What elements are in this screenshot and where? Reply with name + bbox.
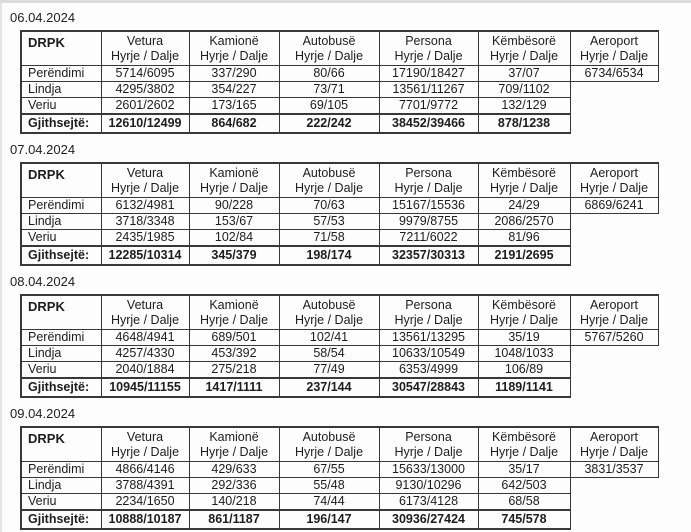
column-subtitle: Hyrje / Dalje <box>579 49 649 63</box>
cell-kembesore: 35/17 <box>478 462 570 478</box>
cell-autobuse: 57/53 <box>279 214 379 230</box>
table-row <box>21 230 658 247</box>
cell-kamione: 140/218 <box>189 494 279 511</box>
cell-kamione: 861/1187 <box>189 510 279 529</box>
column-header-kamione <box>189 163 279 198</box>
cell-aeroport-empty <box>570 114 658 133</box>
border-crossings-report-page <box>10 10 691 530</box>
column-header-autobuse <box>279 295 379 330</box>
cell-autobuse: 80/66 <box>279 66 379 82</box>
cell-autobuse: 73/71 <box>279 82 379 98</box>
cell-autobuse: 77/49 <box>279 362 379 379</box>
cell-aeroport: 5767/5260 <box>570 330 658 346</box>
column-title: Kamionë <box>209 298 259 312</box>
cell-persona: 6353/4999 <box>379 362 478 379</box>
cell-kamione: 90/228 <box>189 198 279 214</box>
cell-aeroport-empty <box>570 478 658 494</box>
cell-autobuse: 222/242 <box>279 114 379 133</box>
column-subtitle: Hyrje / Dalje <box>110 445 180 459</box>
table-row <box>21 214 658 230</box>
cell-persona: 7211/6022 <box>379 230 478 247</box>
column-header-aeroport <box>570 427 658 462</box>
cell-persona: 10633/10549 <box>379 346 478 362</box>
cell-persona: 9979/8755 <box>379 214 478 230</box>
cell-vetura: 2234/1650 <box>101 494 189 511</box>
cell-kembesore: 37/07 <box>478 66 570 82</box>
column-header-kembesore <box>478 295 570 330</box>
column-header-label <box>21 295 101 330</box>
column-header-kamione <box>189 295 279 330</box>
column-title: DRPK <box>28 299 65 314</box>
cell-persona: 30547/28843 <box>379 378 478 397</box>
row-label: Perëndimi <box>21 462 101 478</box>
column-header-kembesore <box>478 427 570 462</box>
row-label: Veriu <box>21 362 101 379</box>
column-header-autobuse <box>279 31 379 66</box>
cell-aeroport-empty <box>570 362 658 379</box>
column-header-persona <box>379 31 478 66</box>
crossings-table <box>20 162 659 266</box>
cell-kamione: 102/84 <box>189 230 279 247</box>
total-row <box>21 510 658 529</box>
cell-vetura: 12285/10314 <box>101 246 189 265</box>
cell-kamione: 453/392 <box>189 346 279 362</box>
column-title: Persona <box>405 34 452 48</box>
column-header-label <box>21 427 101 462</box>
cell-kembesore: 132/129 <box>478 98 570 115</box>
cell-vetura: 2040/1884 <box>101 362 189 379</box>
column-header-kamione <box>189 427 279 462</box>
column-subtitle: Hyrje / Dalje <box>579 445 649 459</box>
column-subtitle: Hyrje / Dalje <box>579 181 649 195</box>
cell-vetura: 10945/11155 <box>101 378 189 397</box>
row-label: Lindja <box>21 478 101 494</box>
report-date: 07.04.2024 <box>10 142 76 157</box>
cell-kembesore: 106/89 <box>478 362 570 379</box>
column-subtitle: Hyrje / Dalje <box>489 49 559 63</box>
column-title: Autobusë <box>302 430 356 444</box>
cell-autobuse: 70/63 <box>279 198 379 214</box>
column-subtitle: Hyrje / Dalje <box>394 445 463 459</box>
column-header-persona <box>379 427 478 462</box>
column-title: Vetura <box>126 298 164 312</box>
cell-kamione: 345/379 <box>189 246 279 265</box>
column-subtitle: Hyrje / Dalje <box>394 313 463 327</box>
header-row <box>21 163 658 198</box>
cell-persona: 15167/15536 <box>379 198 478 214</box>
column-title: Këmbësorë <box>492 166 556 180</box>
cell-vetura: 2435/1985 <box>101 230 189 247</box>
column-subtitle: Hyrje / Dalje <box>579 313 649 327</box>
cell-autobuse: 58/54 <box>279 346 379 362</box>
crossings-table <box>20 426 659 530</box>
cell-persona: 15633/13000 <box>379 462 478 478</box>
cell-vetura: 4648/4941 <box>101 330 189 346</box>
column-header-autobuse <box>279 163 379 198</box>
cell-kembesore: 2191/2695 <box>478 246 570 265</box>
report-date: 06.04.2024 <box>10 10 76 25</box>
cell-persona: 32357/30313 <box>379 246 478 265</box>
cell-kembesore: 24/29 <box>478 198 570 214</box>
cell-aeroport-empty <box>570 230 658 247</box>
cell-autobuse: 74/44 <box>279 494 379 511</box>
column-title: Kamionë <box>209 34 259 48</box>
report-date: 08.04.2024 <box>10 274 76 289</box>
daily-report-section <box>10 10 691 134</box>
cell-kembesore: 81/96 <box>478 230 570 247</box>
cell-kembesore: 745/578 <box>478 510 570 529</box>
row-label: Perëndimi <box>21 198 101 214</box>
cell-vetura: 10888/10187 <box>101 510 189 529</box>
row-label: Lindja <box>21 346 101 362</box>
column-header-aeroport <box>570 295 658 330</box>
column-subtitle: Hyrje / Dalje <box>294 445 364 459</box>
column-subtitle: Hyrje / Dalje <box>394 181 463 195</box>
cell-aeroport-empty <box>570 246 658 265</box>
cell-autobuse: 71/58 <box>279 230 379 247</box>
row-label: Veriu <box>21 494 101 511</box>
report-date: 09.04.2024 <box>10 406 76 421</box>
cell-kamione: 153/67 <box>189 214 279 230</box>
daily-report-section <box>10 274 691 398</box>
cell-aeroport: 3831/3537 <box>570 462 658 478</box>
cell-kamione: 354/227 <box>189 82 279 98</box>
cell-kembesore: 878/1238 <box>478 114 570 133</box>
cell-aeroport-empty <box>570 378 658 397</box>
cell-persona: 6173/4128 <box>379 494 478 511</box>
cell-vetura: 3718/3348 <box>101 214 189 230</box>
column-header-kembesore <box>478 31 570 66</box>
table-row <box>21 346 658 362</box>
cell-vetura: 4257/4330 <box>101 346 189 362</box>
table-row <box>21 66 658 82</box>
cell-autobuse: 69/105 <box>279 98 379 115</box>
column-subtitle: Hyrje / Dalje <box>110 181 180 195</box>
column-title: Persona <box>405 298 452 312</box>
row-label: Perëndimi <box>21 66 101 82</box>
cell-aeroport: 6734/6534 <box>570 66 658 82</box>
column-title: Vetura <box>126 430 164 444</box>
crossings-table <box>20 30 659 134</box>
column-subtitle: Hyrje / Dalje <box>294 181 364 195</box>
cell-persona: 9130/10296 <box>379 478 478 494</box>
column-subtitle: Hyrje / Dalje <box>110 49 180 63</box>
column-title: Kamionë <box>209 166 259 180</box>
column-subtitle: Hyrje / Dalje <box>199 181 269 195</box>
table-row <box>21 82 658 98</box>
header-row <box>21 295 658 330</box>
cell-vetura: 3788/4391 <box>101 478 189 494</box>
cell-aeroport-empty <box>570 98 658 115</box>
column-header-autobuse <box>279 427 379 462</box>
column-title: DRPK <box>28 167 65 182</box>
column-title: Autobusë <box>302 34 356 48</box>
column-title: Autobusë <box>302 166 356 180</box>
column-title: DRPK <box>28 431 65 446</box>
cell-kamione: 429/633 <box>189 462 279 478</box>
header-row <box>21 31 658 66</box>
cell-vetura: 12610/12499 <box>101 114 189 133</box>
daily-report-section <box>10 142 691 266</box>
row-label: Veriu <box>21 98 101 115</box>
column-subtitle: Hyrje / Dalje <box>199 49 269 63</box>
cell-vetura: 4866/4146 <box>101 462 189 478</box>
table-row <box>21 462 658 478</box>
cell-persona: 7701/9772 <box>379 98 478 115</box>
cell-kembesore: 35/19 <box>478 330 570 346</box>
column-header-persona <box>379 295 478 330</box>
cell-vetura: 5714/6095 <box>101 66 189 82</box>
column-header-label <box>21 31 101 66</box>
cell-kembesore: 642/503 <box>478 478 570 494</box>
row-label: Gjithsejtë: <box>21 378 101 397</box>
total-row <box>21 378 658 397</box>
column-title: DRPK <box>28 35 65 50</box>
column-header-label <box>21 163 101 198</box>
row-label: Lindja <box>21 82 101 98</box>
cell-kembesore: 709/1102 <box>478 82 570 98</box>
column-header-aeroport <box>570 163 658 198</box>
cell-vetura: 4295/3802 <box>101 82 189 98</box>
column-header-aeroport <box>570 31 658 66</box>
column-subtitle: Hyrje / Dalje <box>294 49 364 63</box>
column-title: Vetura <box>126 166 164 180</box>
cell-persona: 17190/18427 <box>379 66 478 82</box>
column-header-vetura <box>101 427 189 462</box>
column-title: Autobusë <box>302 298 356 312</box>
cell-aeroport-empty <box>570 510 658 529</box>
column-header-kembesore <box>478 163 570 198</box>
cell-kembesore: 1048/1033 <box>478 346 570 362</box>
column-subtitle: Hyrje / Dalje <box>489 445 559 459</box>
cell-autobuse: 196/147 <box>279 510 379 529</box>
cell-aeroport-empty <box>570 214 658 230</box>
cell-kamione: 689/501 <box>189 330 279 346</box>
table-row <box>21 330 658 346</box>
cell-autobuse: 55/48 <box>279 478 379 494</box>
cell-aeroport-empty <box>570 346 658 362</box>
column-title: Persona <box>405 166 452 180</box>
table-row <box>21 478 658 494</box>
column-title: Aeroport <box>590 430 638 444</box>
cell-kamione: 337/290 <box>189 66 279 82</box>
header-row <box>21 427 658 462</box>
cell-kamione: 275/218 <box>189 362 279 379</box>
table-row <box>21 494 658 511</box>
column-title: Këmbësorë <box>492 430 556 444</box>
column-title: Aeroport <box>590 298 638 312</box>
table-row <box>21 98 658 115</box>
cell-autobuse: 102/41 <box>279 330 379 346</box>
cell-autobuse: 198/174 <box>279 246 379 265</box>
row-label: Lindja <box>21 214 101 230</box>
total-row <box>21 114 658 133</box>
cell-persona: 30936/27424 <box>379 510 478 529</box>
cell-vetura: 2601/2602 <box>101 98 189 115</box>
table-row <box>21 362 658 379</box>
total-row <box>21 246 658 265</box>
column-title: Kamionë <box>209 430 259 444</box>
column-header-vetura <box>101 31 189 66</box>
cell-kamione: 864/682 <box>189 114 279 133</box>
column-title: Vetura <box>126 34 164 48</box>
cell-kamione: 1417/1111 <box>189 378 279 397</box>
cell-persona: 13561/13295 <box>379 330 478 346</box>
column-subtitle: Hyrje / Dalje <box>489 313 559 327</box>
cell-persona: 13561/11267 <box>379 82 478 98</box>
cell-aeroport: 6869/6241 <box>570 198 658 214</box>
cell-kembesore: 2086/2570 <box>478 214 570 230</box>
row-label: Gjithsejtë: <box>21 114 101 133</box>
column-title: Persona <box>405 430 452 444</box>
cell-autobuse: 237/144 <box>279 378 379 397</box>
column-title: Aeroport <box>590 34 638 48</box>
crossings-table <box>20 294 659 398</box>
cell-aeroport-empty <box>570 494 658 511</box>
column-subtitle: Hyrje / Dalje <box>394 49 463 63</box>
column-subtitle: Hyrje / Dalje <box>294 313 364 327</box>
column-title: Aeroport <box>590 166 638 180</box>
daily-report-section <box>10 406 691 530</box>
column-header-persona <box>379 163 478 198</box>
row-label: Gjithsejtë: <box>21 246 101 265</box>
column-title: Këmbësorë <box>492 298 556 312</box>
column-subtitle: Hyrje / Dalje <box>199 313 269 327</box>
cell-vetura: 6132/4981 <box>101 198 189 214</box>
column-subtitle: Hyrje / Dalje <box>489 181 559 195</box>
cell-kembesore: 1189/1141 <box>478 378 570 397</box>
cell-kamione: 292/336 <box>189 478 279 494</box>
column-subtitle: Hyrje / Dalje <box>199 445 269 459</box>
cell-aeroport-empty <box>570 82 658 98</box>
column-header-vetura <box>101 295 189 330</box>
cell-kamione: 173/165 <box>189 98 279 115</box>
cell-kembesore: 68/58 <box>478 494 570 511</box>
row-label: Veriu <box>21 230 101 247</box>
column-header-vetura <box>101 163 189 198</box>
column-title: Këmbësorë <box>492 34 556 48</box>
row-label: Gjithsejtë: <box>21 510 101 529</box>
column-subtitle: Hyrje / Dalje <box>110 313 180 327</box>
cell-persona: 38452/39466 <box>379 114 478 133</box>
column-header-kamione <box>189 31 279 66</box>
cell-autobuse: 67/55 <box>279 462 379 478</box>
row-label: Perëndimi <box>21 330 101 346</box>
table-row <box>21 198 658 214</box>
